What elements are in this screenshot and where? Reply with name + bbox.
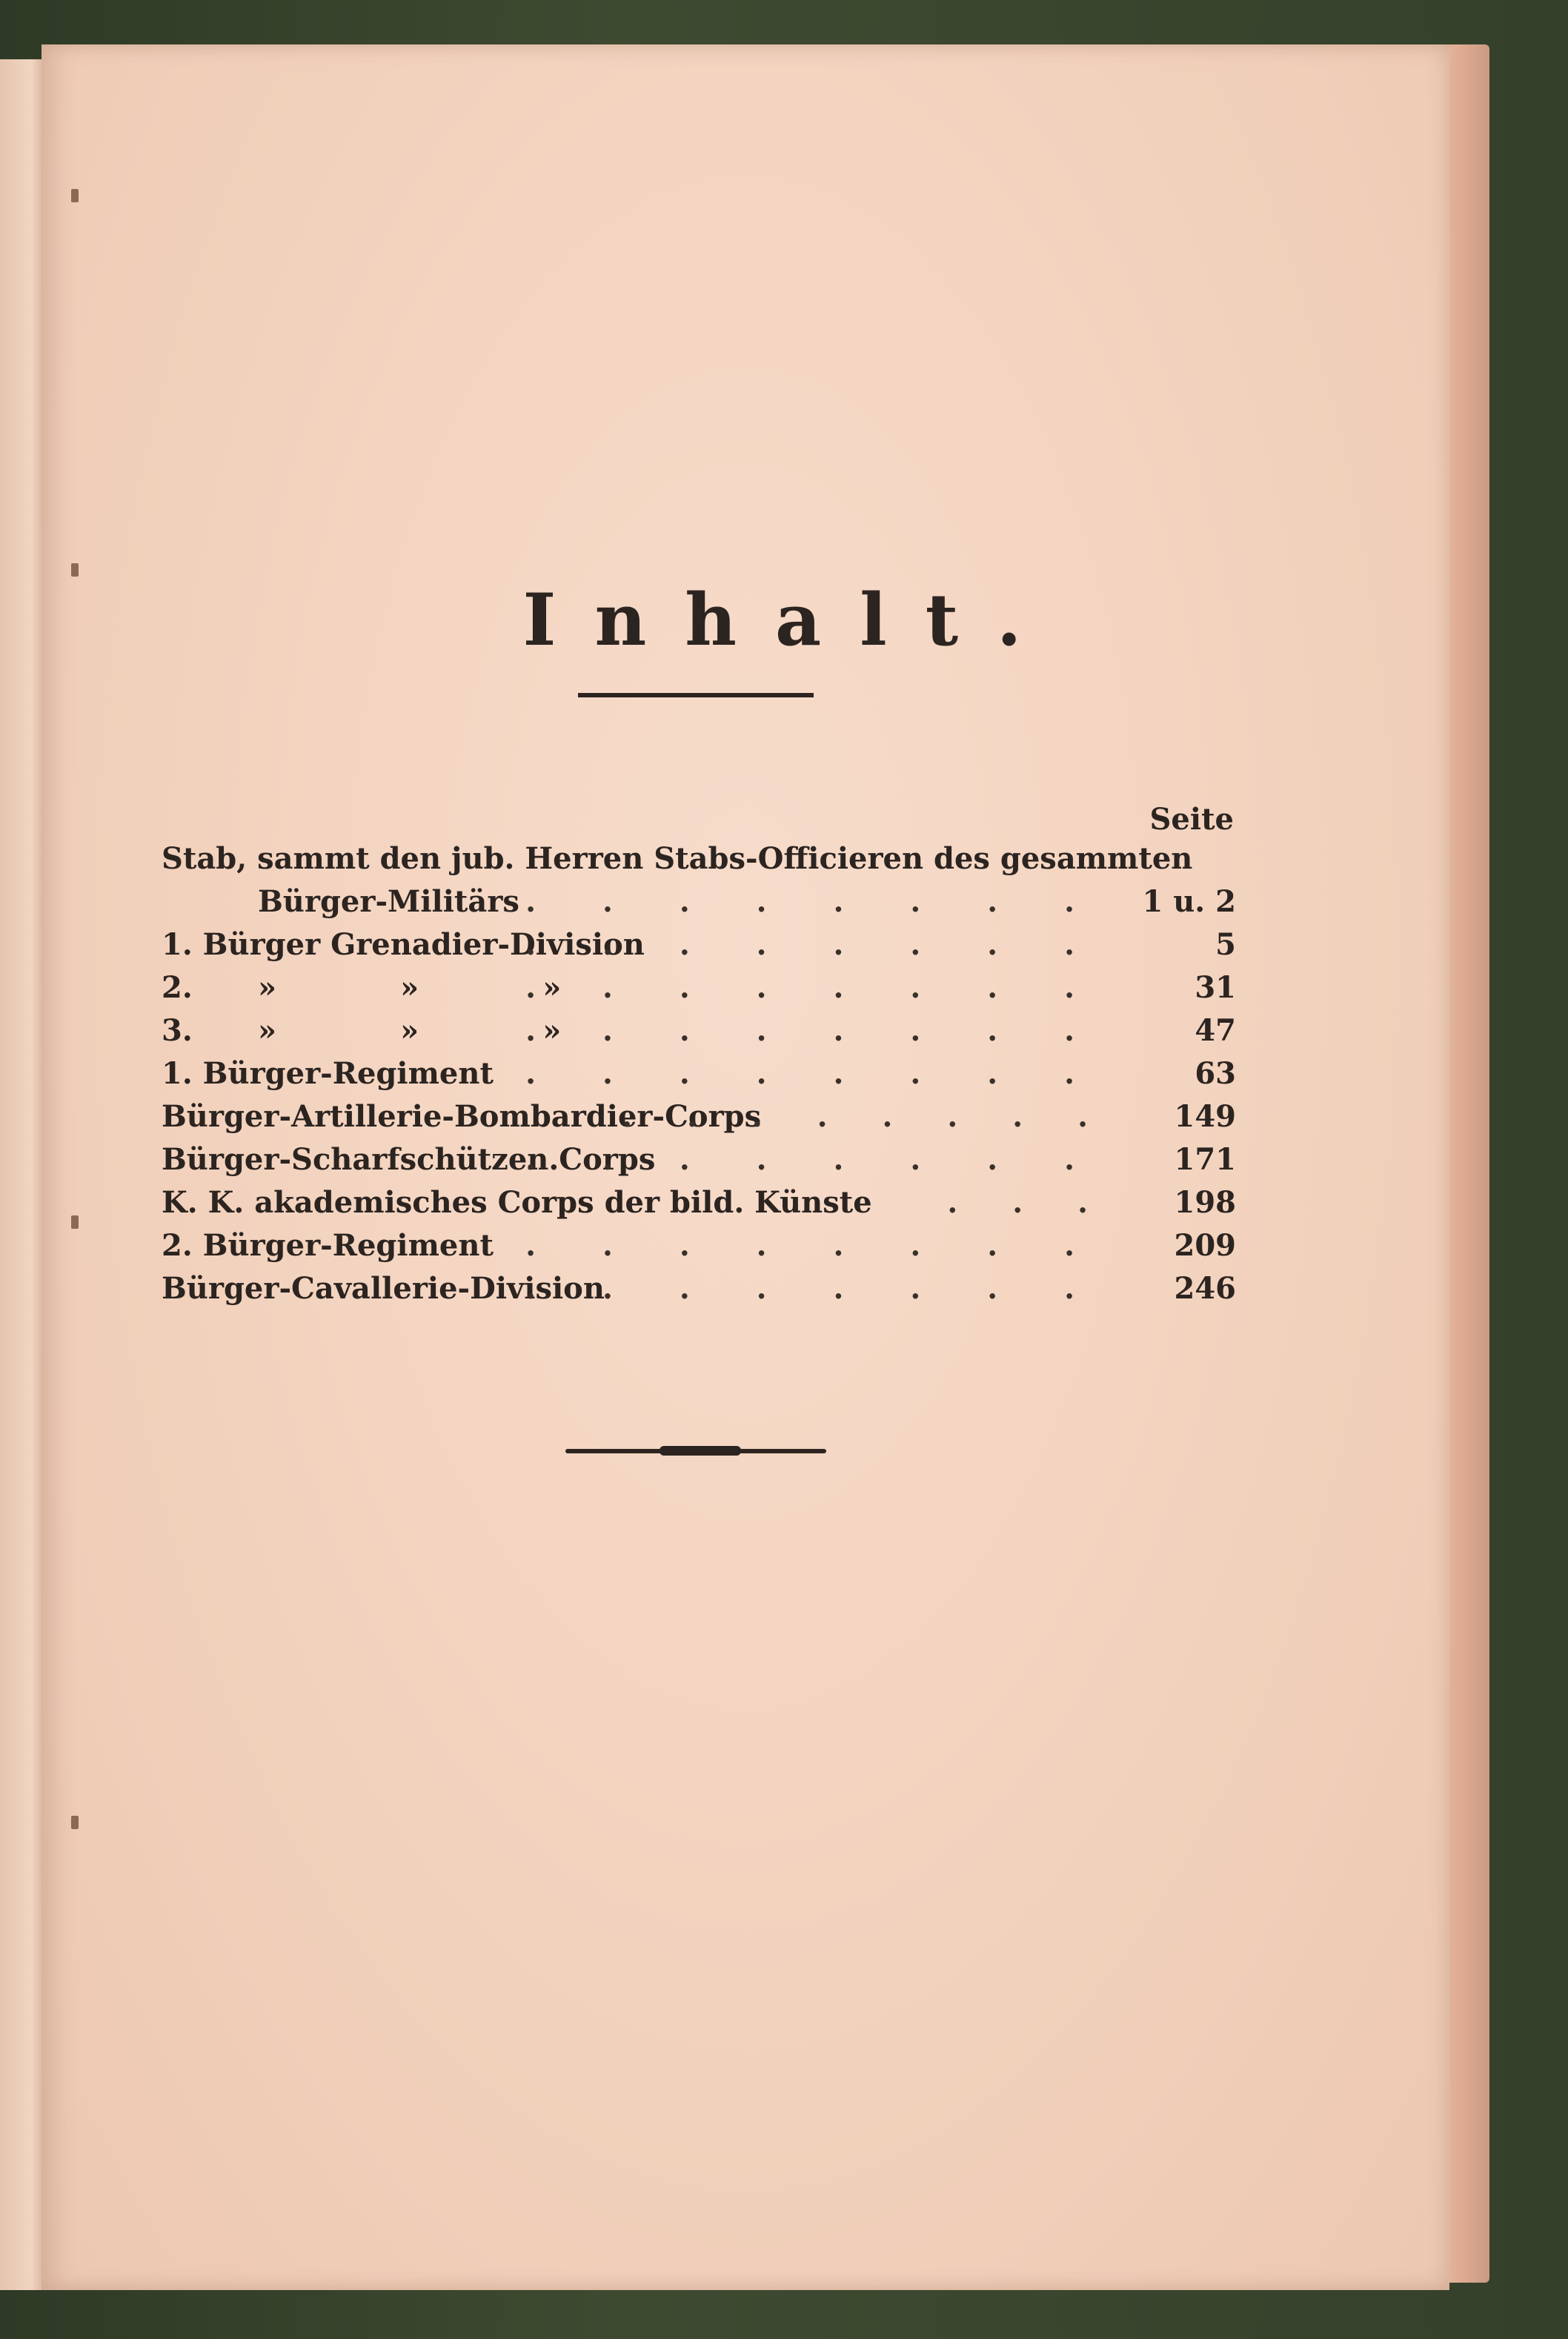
title-rule [578,693,814,697]
leader-dots: . . . . . . . . [525,1013,1103,1048]
toc-entry-label: 2. [162,970,193,1005]
stitch-mark [71,1816,79,1829]
toc-entry-label: K. K. akademisches Corps der bild. Künste [162,1185,872,1220]
table-of-contents [162,837,1236,1310]
toc-entry [162,1009,1236,1052]
leader-dots: . . . [947,1185,1110,1220]
leader-dots: . . . . . . . . [525,1228,1103,1263]
stitch-mark [71,189,79,202]
toc-entry [162,1138,1236,1181]
left-page-edge [0,59,44,2290]
leader-dots: . . . . . . . . [525,1142,1103,1177]
toc-entry-page: 63 [1195,1056,1236,1091]
toc-entry-label: Bürger-Militärs [258,884,519,919]
stitch-mark [71,1215,79,1229]
toc-entry [162,837,1236,880]
toc-entry [162,966,1236,1009]
page-column-header: Seite [1149,802,1234,837]
toc-entry-page: 5 [1215,927,1236,962]
toc-entry-label: Bürger-Artillerie-Bombardier-Corps [162,1099,762,1134]
toc-entry [162,1052,1236,1095]
ditto-marks: » » » [258,1013,562,1048]
leader-dots: . . . . . . . . [525,927,1103,962]
toc-entry-page: 31 [1195,970,1236,1005]
ditto-marks: » » » [258,970,562,1005]
toc-entry-page: 171 [1174,1142,1236,1177]
toc-entry-page: 47 [1195,1013,1236,1048]
toc-entry [162,1095,1236,1138]
toc-entry-label: Stab, sammt den jub. Herren Stabs-Officieren des gesammten [162,841,1193,876]
leader-dots: . . . . . . . . [525,1271,1103,1306]
stitch-mark [71,563,79,577]
toc-entry-page: 149 [1174,1099,1236,1134]
leader-dots: . . . . . . . . [525,1056,1103,1091]
toc-entry-page: 198 [1174,1185,1236,1220]
toc-entry-label: 2. Bürger-Regiment [162,1228,494,1263]
page-title: Inhalt. [522,578,1060,662]
toc-entry [162,1224,1236,1267]
toc-entry-label: 1. Bürger Grenadier-Division [162,927,645,962]
toc-entry-label: 1. Bürger-Regiment [162,1056,494,1091]
toc-entry [162,1267,1236,1310]
toc-entry-page: 209 [1174,1228,1236,1263]
toc-entry-label: Bürger-Cavallerie-Division [162,1271,605,1306]
toc-entry [162,923,1236,966]
leader-dots: . . . . . . . . [622,1099,1110,1134]
toc-entry [162,880,1236,923]
toc-entry [162,1181,1236,1224]
toc-entry-label: 3. [162,1013,193,1048]
toc-entry-label: Bürger-Scharfschützen.Corps [162,1142,656,1177]
bottom-ornament-center [660,1446,741,1456]
leader-dots: . . . . . . . . [525,970,1103,1005]
toc-entry-page: 246 [1174,1271,1236,1306]
leader-dots: . . . . . . . . [525,884,1103,919]
toc-entry-page: 1 u. 2 [1142,884,1236,919]
